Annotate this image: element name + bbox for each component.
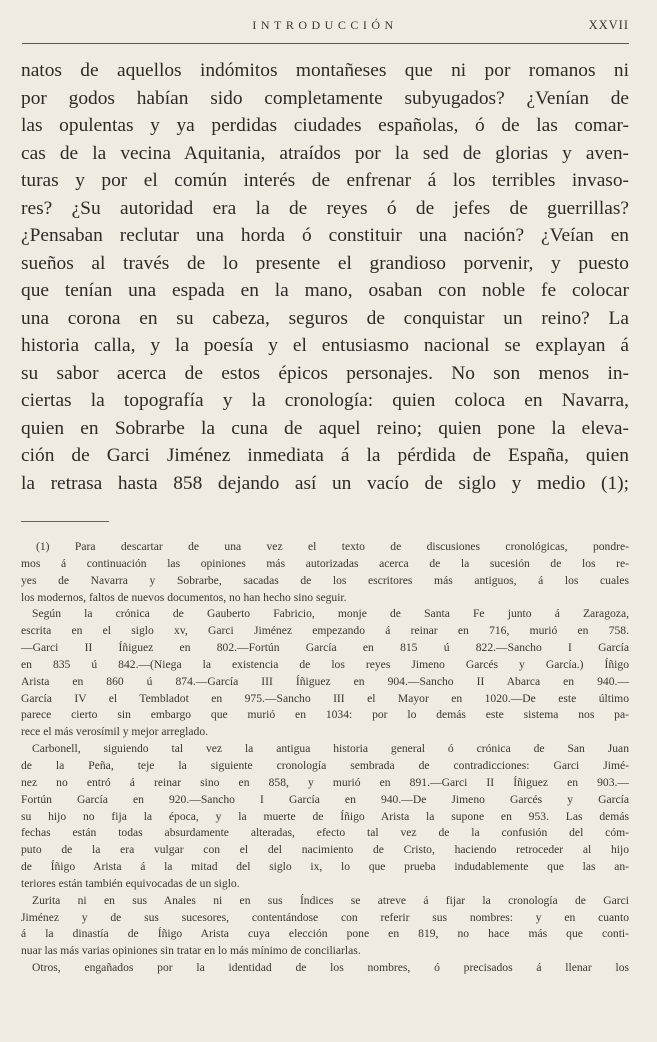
note-line: (1) Para descartar de una vez el texto de discusiones cronológicas, pondre- (36, 540, 629, 553)
body-line: que tenían una espada en la mano, osaban con noble fe colocar (21, 280, 629, 301)
body-line: turas y por el común interés de enfrenar á los terribles invaso- (21, 170, 629, 191)
footnote-paragraph-fabricio (21, 606, 629, 741)
note-line: teriores están también equivocadas de un siglo. (21, 876, 240, 890)
body-line: ciertas la topografía y la cronología: quien coloca en Navarra, (21, 390, 629, 411)
note-line: Zurita ni en sus Anales ni en sus Índices se atreve á fijar la cronología de Garci (32, 893, 629, 907)
footnote-rule (21, 521, 109, 522)
note-line: Según la crónica de Gauberto Fabricio, monje de Santa Fe junto á Zaragoza, (32, 607, 629, 621)
body-line: historia calla, y la poesía y el entusiasmo nacional se explayan á (21, 335, 629, 356)
body-line: ¿Pensaban reclutar una horda ó constituir una nación? ¿Veían en (21, 225, 629, 246)
footnote-paragraph-otros (21, 960, 629, 977)
note-line: de Íñigo Arista á la mitad del siglo ix, lo que prueba indudablemente que las an- (21, 860, 629, 874)
note-line: puto de la era vulgar con el del nacimiento de Cristo, haciendo retroceder al hijo (21, 843, 629, 857)
note-line: parece cierto sin embargo que murió en 1034: por lo demás este sistema nos pa- (21, 708, 629, 722)
header-rule (22, 43, 629, 44)
note-line: mos á continuación las opiniones más autorizadas acerca de la sucesión de los re- (21, 556, 629, 570)
note-line: en 835 ú 842.—(Niega la existencia de los reyes Jimeno Garcés y García.) Íñigo (21, 657, 629, 671)
note-line: de la Peña, teje la siguiente cronología sembrada de contradicciones: Garci Jimé- (21, 758, 629, 772)
note-line: nuar las más varias opiniones sin tratar en lo más mínimo de conciliarlas. (21, 944, 361, 958)
running-title: INTRODUCCIÓN (252, 18, 398, 32)
body-line: cas de la vecina Aquitania, atraídos por la sed de glorias y aven- (21, 142, 629, 164)
note-line: su hijo no fija la época, y la muerte de Íñigo Arista la supone en 953. Las demás (21, 809, 629, 823)
note-line: fechas están todas absurdamente alteradas, efecto tal vez de la confusión del cóm- (21, 826, 629, 840)
body-paragraph (21, 57, 629, 497)
body-line: quien en Sobrarbe la cuna de aquel reino; quien pone la eleva- (21, 417, 629, 439)
note-line: los modernos, faltos de nuevos documentos, no han hecho sino seguir. (21, 590, 347, 604)
note-line: Otros, engañados por la identidad de los nombres, ó precisados á llenar los (32, 961, 629, 975)
body-line: sueños al través de lo presente el grandioso porvenir, y puesto (21, 252, 629, 274)
note-line: nez no entró á reinar sino en 858, y murió en 891.—Garci II Íñiguez en 903.— (21, 775, 629, 789)
body-line: natos de aquellos indómitos montañeses que ni por romanos ni (21, 60, 629, 81)
footnote-paragraph-carbonell (21, 741, 629, 893)
footnote-paragraph-zurita (21, 893, 629, 960)
running-head (21, 0, 629, 44)
body-line: su sabor acerca de estos épicos personajes. No son menos in- (21, 362, 629, 384)
body-line: res? ¿Su autoridad era la de reyes ó de jefes de guerrillas? (21, 197, 629, 219)
note-line: Fortún García en 920.—Sancho I García en 940.—De Jimeno Garcés y García (21, 792, 629, 806)
note-line: escrita en el siglo xv, Garci Jiménez empezando á reinar en 716, murió en 758. (21, 624, 629, 638)
body-line: ción de Garci Jiménez inmediata á la pérdida de España, quien (21, 445, 629, 466)
footnotes (21, 539, 629, 977)
page-number: XXVII (588, 18, 629, 32)
body-line: la retrasa hasta 858 dejando así un vacío de siglo y medio (1); (21, 472, 629, 494)
note-line: á la dinastía de Íñigo Arista cuya elección pone en 819, no hace más que conti- (21, 927, 629, 941)
note-line: Carbonell, siguiendo tal vez la antigua historia general ó crónica de San Juan (32, 742, 629, 756)
note-line: Jiménez y de sus sucesores, contentándose con referir sus nombres: y en cuanto (21, 910, 629, 924)
footnote-1 (21, 539, 629, 606)
note-line: yes de Navarra y Sobrarbe, sacadas de los escritores más antiguos, á los cuales (21, 573, 629, 587)
note-line: García IV el Tembladot en 975.—Sancho III el Mayor en 1020.—De este último (21, 691, 629, 705)
body-line: por godos habían sido completamente subyugados? ¿Venían de (21, 87, 629, 109)
note-line: rece el más verosímil y mejor arreglado. (21, 725, 209, 739)
body-line: una corona en su cabeza, seguros de conquistar un reino? La (21, 307, 629, 329)
body-line: las opulentas y ya perdidas ciudades españolas, ó de las comar- (21, 115, 629, 136)
note-line: —Garci II Íñiguez en 802.—Fortún García en 815 ú 822.—Sancho I García (21, 641, 629, 655)
note-line: Arista en 860 ú 874.—García III Íñiguez en 904.—Sancho II Abarca en 940.— (21, 674, 629, 688)
